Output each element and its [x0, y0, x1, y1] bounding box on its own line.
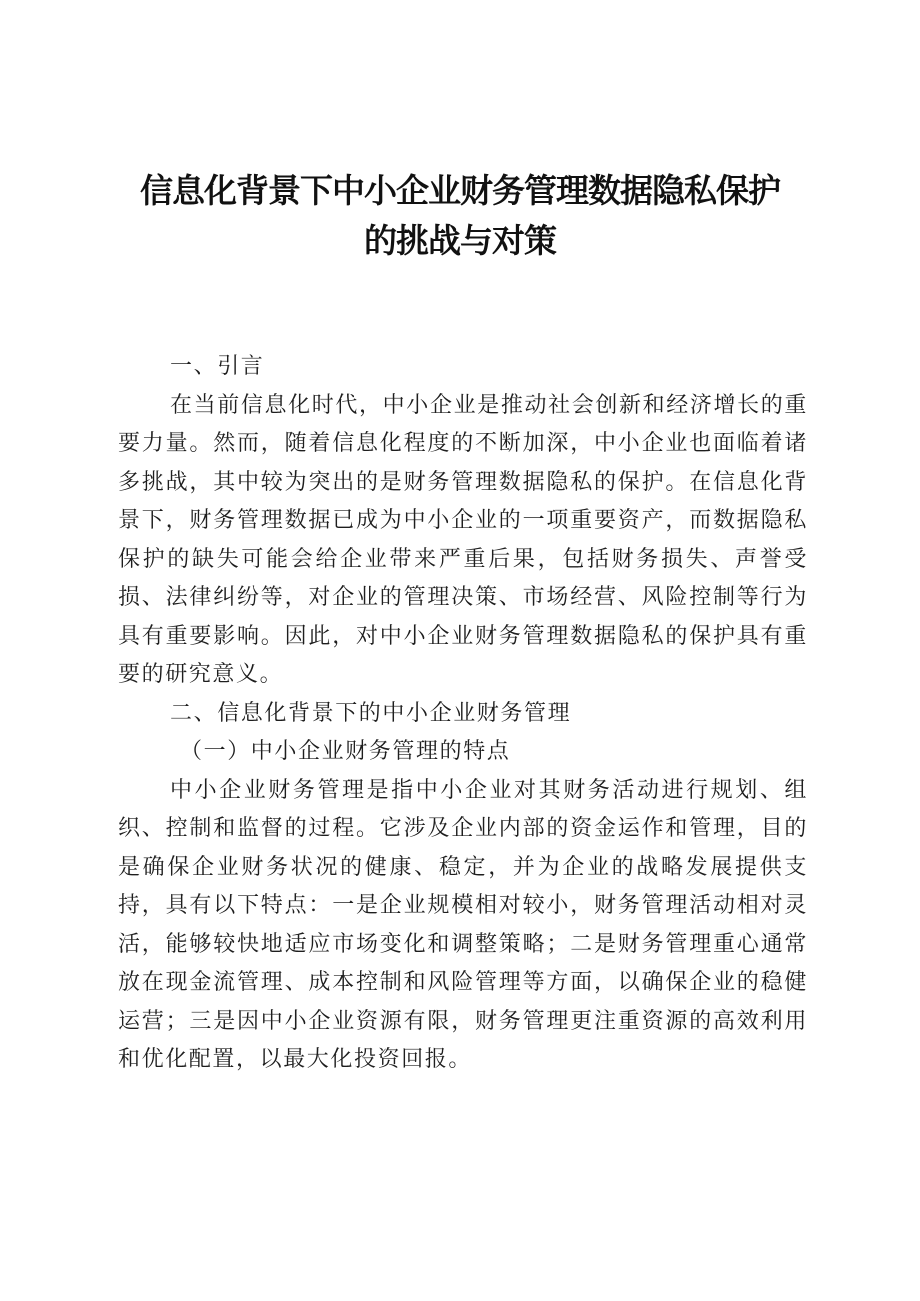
document-title: [0, 166, 920, 266]
title-line-1: 信息化背景下中小企业财务管理数据隐私保护: [140, 171, 780, 210]
paragraph-introduction: 在当前信息化时代，中小企业是推动社会创新和经济增长的重要力量。然而，随着信息化程度的不断加深，中小企业也面临着诸多挑战，其中较为突出的是财务管理数据隐私的保护。在信息化背景下，财务管理数据已成为中小企业的一项重要资产，而数据隐私保护的缺失可能会给企业带来严重后果，包括财务损失、声誉受损、法律纠纷等，对企业的管理决策、市场经营、风险控制等行为具有重要影响。因此，对中小企业财务管理数据隐私的保护具有重要的研究意义。: [118, 392, 808, 687]
section-heading-introduction: 一、引言: [170, 354, 265, 379]
subsection-heading-characteristics: （一）中小企业财务管理的特点: [180, 739, 511, 764]
section-heading-financial-management: 二、信息化背景下的中小企业财务管理: [170, 700, 572, 726]
title-line-2: 的挑战与对策: [364, 221, 556, 260]
paragraph-characteristics: 中小企业财务管理是指中小企业对其财务活动进行规划、组织、控制和监督的过程。它涉及企业内部的资金运作和管理，目的是确保企业财务状况的健康、稳定，并为企业的战略发展提供支持，具有以下特点：一是企业规模相对较小，财务管理活动相对灵活，能够较快地适应市场变化和调整策略；二是财务管理重心通常放在现金流管理、成本控制和风险管理等方面，以确保企业的稳健运营；三是因中小企业资源有限，财务管理更注重资源的高效利用和优化配置，以最大化投资回报。: [118, 777, 808, 1072]
document-body: [118, 348, 808, 1080]
